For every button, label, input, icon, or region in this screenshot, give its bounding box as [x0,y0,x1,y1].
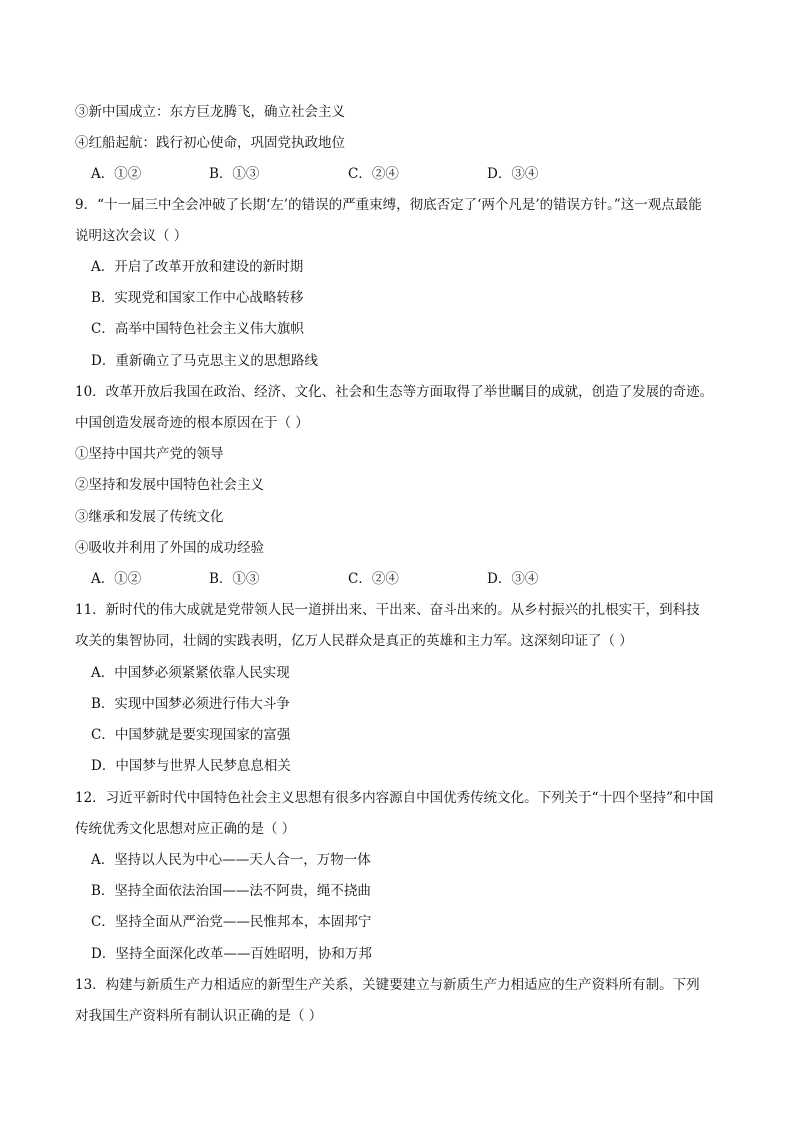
q8-option-d[interactable]: D．③④ [487,166,539,182]
q10-stem-line-1: 10．改革开放后我国在政治、经济、文化、社会和生态等方面取得了举世瞩目的成就，创造了发展的奇迹。 [75,384,714,400]
q9-stem-line-2: 说明这次会议（ ） [75,228,188,244]
q10-item-3: ③继承和发展了传统文化 [75,509,224,525]
q8-item-4: ④红船起航：践行初心使命，巩固党执政地位 [75,135,345,151]
q9-option-c[interactable]: C．高举中国特色社会主义伟大旗帜 [91,321,304,337]
q10-option-b[interactable]: B．①③ [209,571,260,587]
q12-stem-line-1: 12．习近平新时代中国特色社会主义思想有很多内容源自中国优秀传统文化。下列关于“十四个坚持”和中国 [75,790,714,806]
q9-option-a[interactable]: A．开启了改革开放和建设的新时期 [91,259,304,275]
q11-option-d[interactable]: D．中国梦与世界人民梦息息相关 [91,758,291,774]
q8-option-c[interactable]: C．②④ [348,166,399,182]
q9-stem-line-1: 9．“十一届三中全会冲破了长期‘左’的错误的严重束缚，彻底否定了‘两个凡是’的错误方针。”这一观点最能 [75,197,702,213]
q9-option-d[interactable]: D．重新确立了马克思主义的思想路线 [91,353,318,369]
q13-stem-line-2: 对我国生产资料所有制认识正确的是（ ） [75,1008,323,1024]
q10-item-2: ②坚持和发展中国特色社会主义 [75,477,264,493]
q10-option-d[interactable]: D．③④ [487,571,539,587]
q12-option-b[interactable]: B．坚持全面依法治国——法不阿贵，绳不挠曲 [91,883,371,899]
q12-option-c[interactable]: C．坚持全面从严治党——民惟邦本，本固邦宁 [91,914,372,930]
q10-option-a[interactable]: A．①② [91,571,142,587]
q12-stem-line-2: 传统优秀文化思想对应正确的是（ ） [75,821,296,837]
q10-item-4: ④吸收并利用了外国的成功经验 [75,540,264,556]
q8-option-a[interactable]: A．①② [91,166,142,182]
q12-option-a[interactable]: A．坚持以人民为中心——天人合一，万物一体 [91,852,371,868]
q8-options-row [91,165,611,183]
q11-stem-line-1: 11．新时代的伟大成就是党带领人民一道拼出来、干出来、奋斗出来的。从乡村振兴的扎根实干，到科技 [75,602,700,618]
q11-option-a[interactable]: A．中国梦必须紧紧依靠人民实现 [91,665,290,681]
q10-stem-line-2: 中国创造发展奇迹的根本原因在于（ ） [75,415,309,431]
q13-stem-line-1: 13．构建与新质生产力相适应的新型生产关系，关键要建立与新质生产力相适应的生产资料所有制。下列 [75,977,700,993]
q11-option-b[interactable]: B．实现中国梦必须进行伟大斗争 [91,696,290,712]
q9-option-b[interactable]: B．实现党和国家工作中心战略转移 [91,290,304,306]
q12-option-d[interactable]: D．坚持全面深化改革——百姓昭明，协和万邦 [91,946,372,962]
q11-option-c[interactable]: C．中国梦就是要实现国家的富强 [91,727,291,743]
q10-options-row [91,570,611,588]
q11-stem-line-2: 攻关的集智协同，壮阔的实践表明，亿万人民群众是真正的英雄和主力军。这深刻印证了（ ） [75,633,633,649]
q10-item-1: ①坚持中国共产党的领导 [75,446,224,462]
q10-option-c[interactable]: C．②④ [348,571,399,587]
q8-option-b[interactable]: B．①③ [209,166,260,182]
q8-item-3: ③新中国成立：东方巨龙腾飞，确立社会主义 [75,104,345,120]
